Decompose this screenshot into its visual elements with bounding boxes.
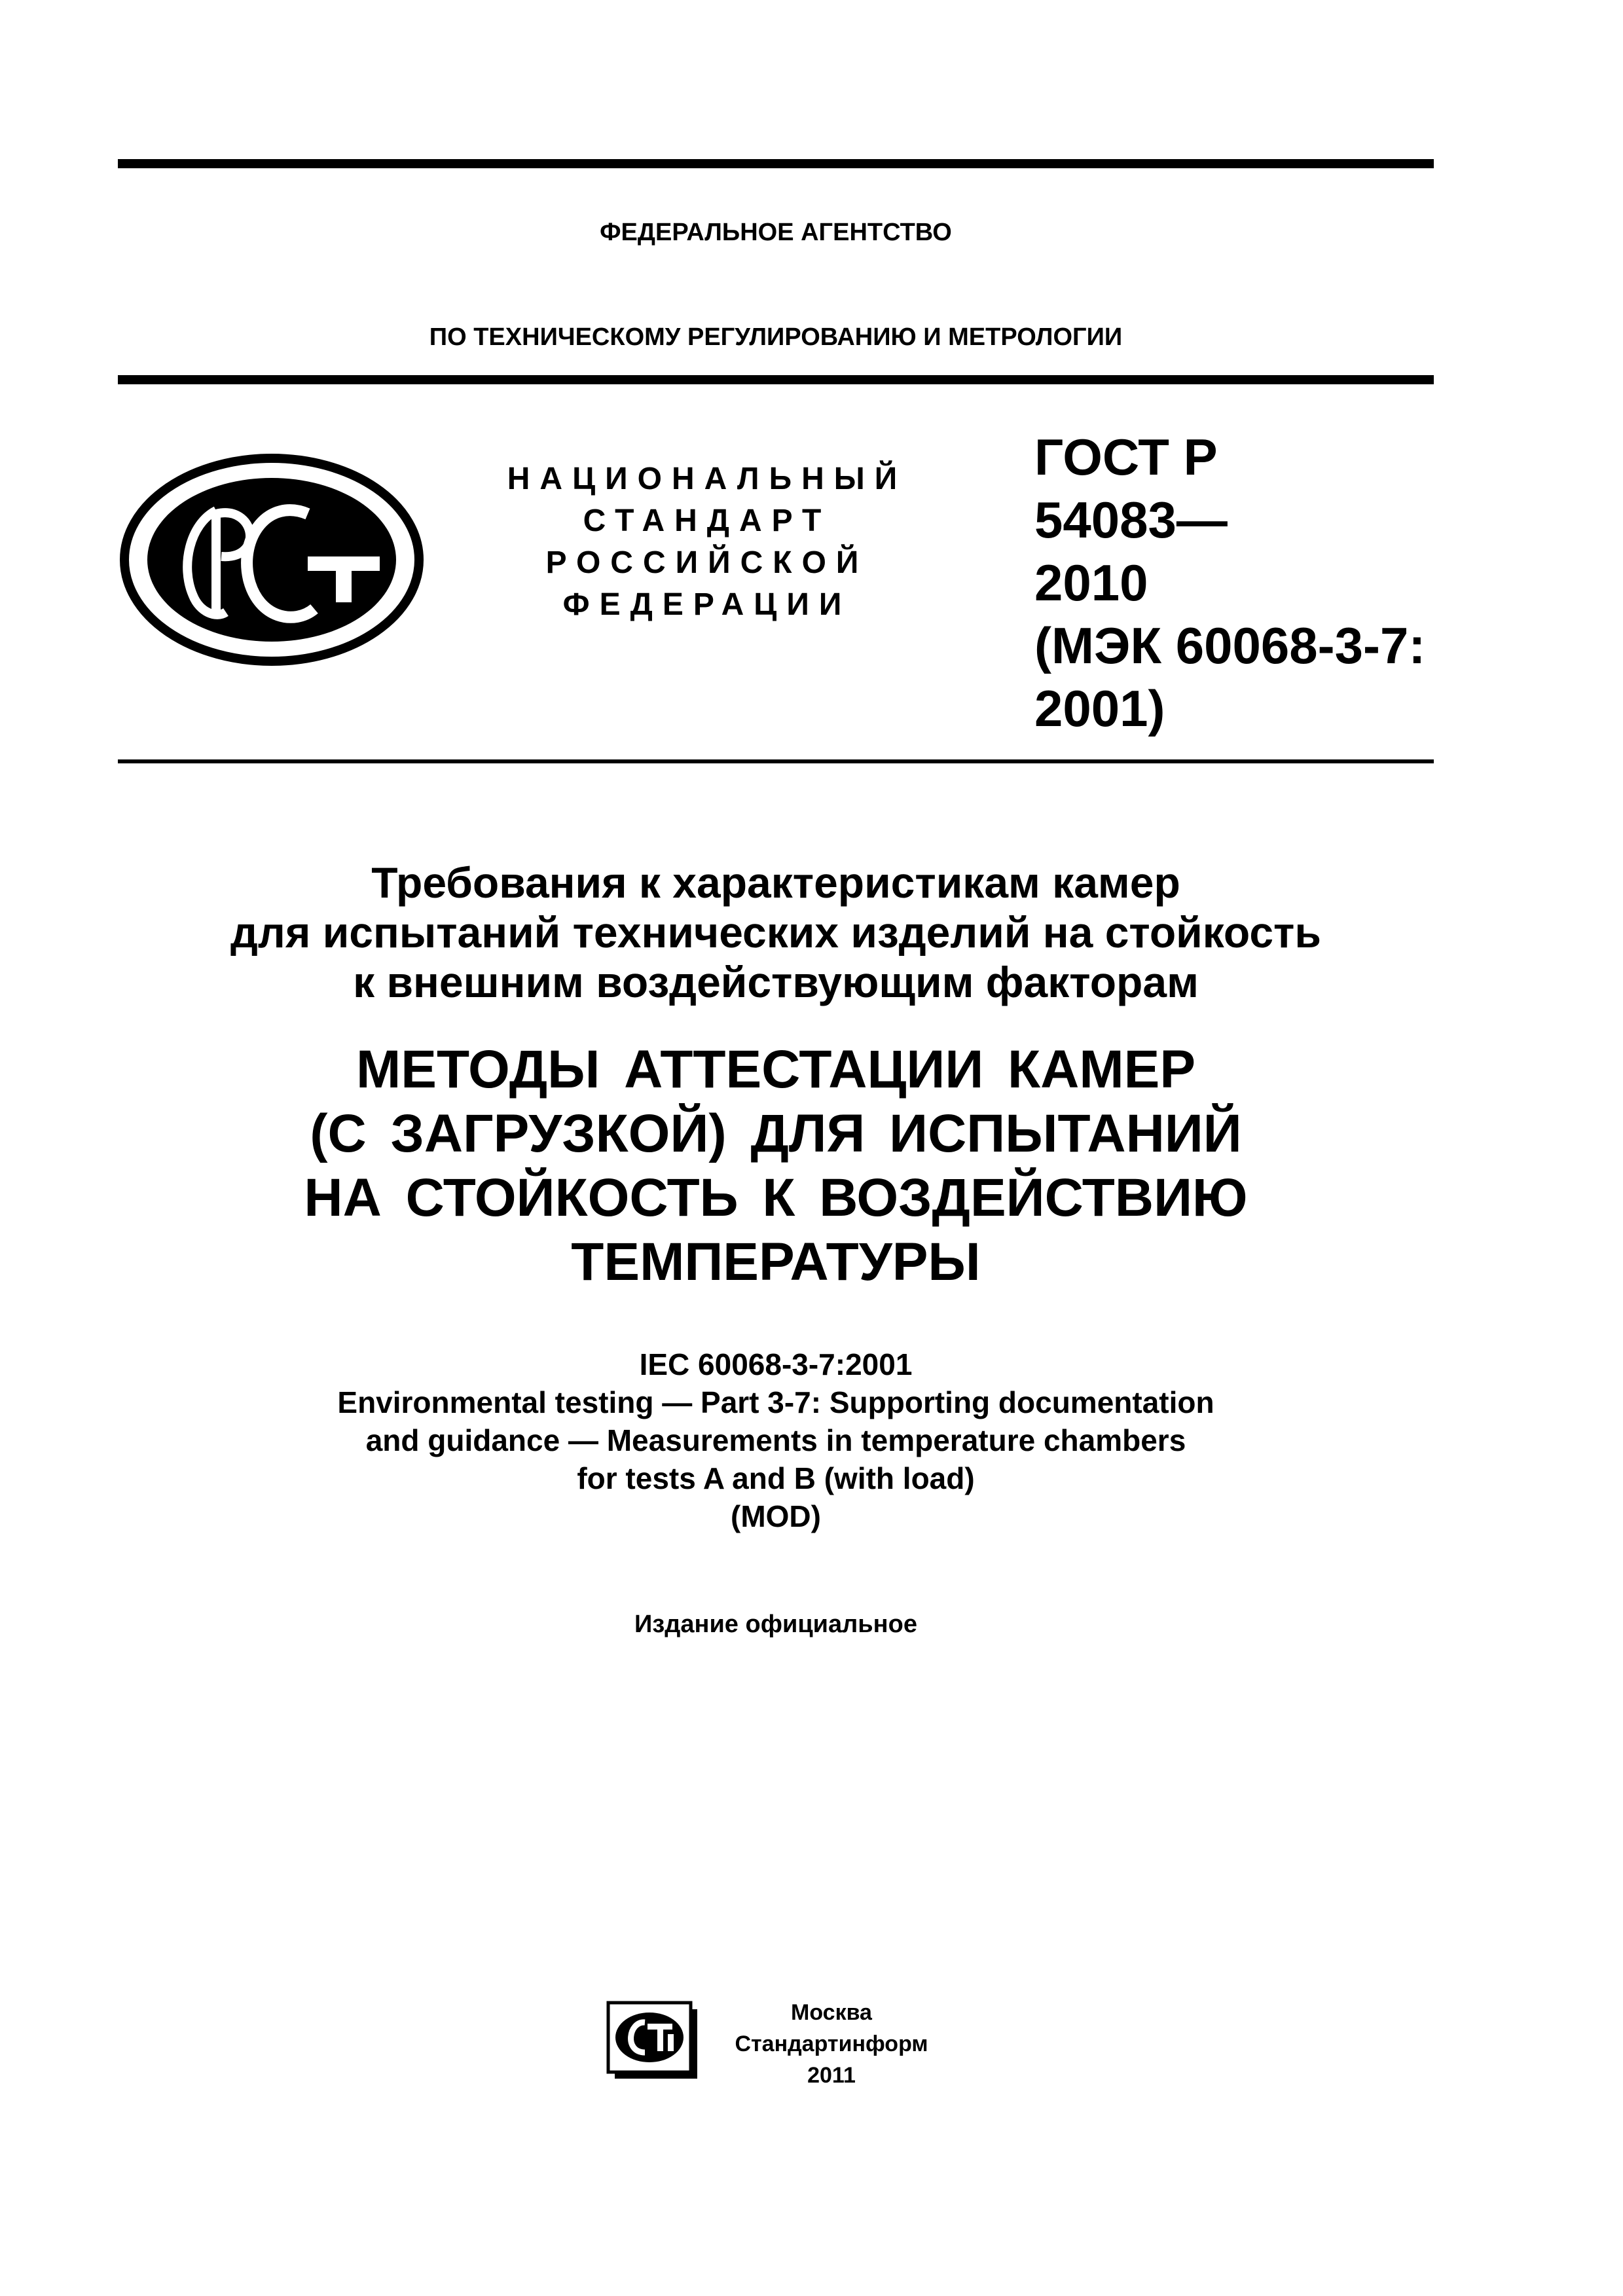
designation-line: 54083— xyxy=(1034,491,1228,549)
subtitle-line: МЕТОДЫ АТТЕСТАЦИИ КАМЕР xyxy=(356,1040,1196,1099)
title-line: для испытаний технических изделий на стойкость xyxy=(230,908,1321,957)
document-subtitle xyxy=(118,1038,1434,1294)
document-title xyxy=(118,858,1434,1007)
standard-designation xyxy=(1034,426,1425,740)
standartinform-logo-icon xyxy=(606,2000,701,2082)
subtitle-line: ТЕМПЕРАТУРЫ xyxy=(571,1232,981,1292)
national-standard-line: ФЕДЕРАЦИИ xyxy=(562,587,852,622)
subtitle-line: НА СТОЙКОСТЬ К ВОЗДЕЙСТВИЮ xyxy=(304,1168,1248,1228)
iec-line: for tests A and B (with load) xyxy=(577,1461,975,1495)
national-standard-label xyxy=(471,458,943,626)
agency-line-2: ПО ТЕХНИЧЕСКОМУ РЕГУЛИРОВАНИЮ И МЕТРОЛОГИИ xyxy=(429,323,1123,351)
designation-line: (МЭК 60068-3-7: xyxy=(1034,617,1426,674)
designation-line: 2010 xyxy=(1034,554,1148,611)
national-standard-line: СТАНДАРТ xyxy=(583,503,831,538)
publisher-city: Москва xyxy=(791,2000,872,2025)
publisher-name: Стандартинформ xyxy=(735,2032,928,2056)
edition-label: Издание официальное xyxy=(634,1611,917,1638)
publisher-imprint xyxy=(720,1997,943,2091)
title-line: к внешним воздействующим факторам xyxy=(353,958,1199,1006)
rst-conformity-mark-icon xyxy=(118,452,426,668)
agency-header xyxy=(118,216,1434,354)
designation-line: ГОСТ Р xyxy=(1034,428,1218,486)
national-standard-line: РОССИЙСКОЙ xyxy=(545,545,869,580)
header-bottom-rule xyxy=(118,759,1434,763)
subtitle-line: (С ЗАГРУЗКОЙ) ДЛЯ ИСПЫТАНИЙ xyxy=(310,1104,1242,1163)
iec-line: Environmental testing — Part 3-7: Supporting documentation xyxy=(337,1385,1214,1419)
agency-rule xyxy=(118,375,1434,384)
iec-reference xyxy=(118,1345,1434,1535)
title-line: Требования к характеристикам камер xyxy=(371,858,1180,907)
publisher-year: 2011 xyxy=(807,2063,856,2088)
national-standard-line: НАЦИОНАЛЬНЫЙ xyxy=(507,462,907,496)
agency-line-1: ФЕДЕРАЛЬНОЕ АГЕНТСТВО xyxy=(600,219,952,246)
iec-line: and guidance — Measurements in temperature chambers xyxy=(365,1423,1186,1457)
top-rule xyxy=(118,159,1434,168)
iec-line: (MOD) xyxy=(731,1499,821,1533)
iec-line: IEC 60068-3-7:2001 xyxy=(639,1347,913,1381)
designation-line: 2001) xyxy=(1034,680,1165,737)
